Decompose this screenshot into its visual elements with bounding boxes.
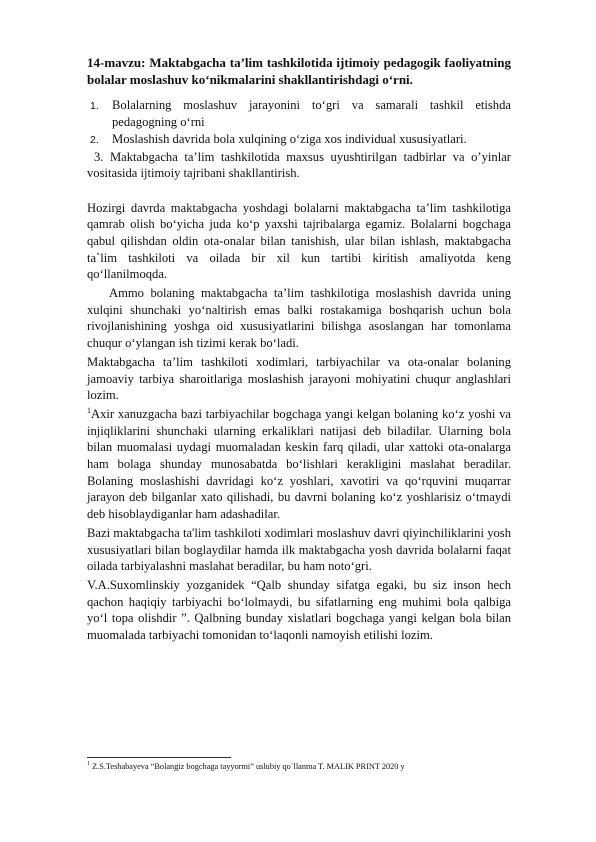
paragraph-3: Maktabgacha ta’lim tashkiloti xodimlari, tarbiyachilar va ota-onalar bolaning jamoaviy tarbiya sharoitlariga moslashish jarayoni mohiyatini chuqur anglashlari lozim. [87, 354, 511, 403]
list-item-3: 3. Maktabgacha ta’lim tashkilotida maxsus uyushtirilgan tadbirlar va o’yinlar vositasida ijtimoiy tajribani shakllantirish. [87, 149, 511, 180]
topic-list [87, 97, 511, 148]
page-title: 14-mavzu: Maktabgacha ta’lim tashkilotida ijtimoiy pedagogik faoliyatning bolalar moslashuv ko‘nikmalarini shakllantirishdagi o‘rni. [87, 55, 511, 87]
list-item [87, 131, 511, 148]
footnote-text: Z.S.Teshabayeva “Bolangiz bogchaga tayyormi” uslubiy qo`llanma T. MALIK PRINT 2020 y [90, 762, 405, 771]
footnote [87, 761, 511, 772]
list-item [87, 97, 511, 130]
paragraph-5: Bazi maktabgacha ta'lim tashkiloti xodimlari moslashuv davri qiyinchiliklarini yosh xususiyatlari bilan boglaydilar hamda ilk maktabgacha yosh davrida bolalarni faqat oilada tarbiyalashni maslahat beradilar, bu ham noto‘gri. [87, 525, 511, 574]
paragraph-4-text: Axir xanuzgacha bazi tarbiyachilar bogchaga yangi kelgan bolaning ko‘z yoshi va injiqliklarini shunchaki ularning erkaliklari natijasi deb biladilar. Ularning bola bilan muomalasi uydagi muomaladan keskin farq qiladi, ular xattoki ota-onalarga ham bolaga shunday munosabatda bo‘lishlari kerakligini maslahat beradilar. Bolaning moslashishi davridagi ko‘z yoshlari, xavotiri va qo‘rquvini muqarrar jarayon deb bilganlar xato qilishadi, bu davrni bolaning ko‘z yoshlarisiz o‘tmaydi deb hisoblaydiganlar ham adashadilar. [87, 406, 511, 522]
paragraph-2: Ammo bolaning maktabgacha ta’lim tashkilotiga moslashish davrida uning xulqini shunchaki yo‘naltirish emas balki rostakamiga boshqarish uchun bola rivojlanishining yoshga oid xususiyatlarini bilishga asoslangan har tomonlama chuqur o‘ylangan ish tizimi kerak bo‘ladi. [87, 286, 511, 351]
list-item-text: Bolalarning moslashuv jarayonini to‘gri va samarali tashkil etishda pedagogning o‘rni [112, 98, 511, 129]
footnote-divider [87, 757, 231, 758]
footnote-reference[interactable]: 1 [87, 405, 91, 415]
paragraph-1: Hozirgi davrda maktabgacha yoshdagi bolalarni maktabgacha ta’lim tashkilotiga qamrab olish bo‘yicha juda ko‘p yaxshi tajribalarga egamiz. Bolalarni bogchaga qabul qilishdan oldin ota-onalar bilan tanishish, ular bilan ishlash, maktabgacha ta`lim tashkiloti va oilada bir xil kun tartibi kiritish amaliyotda keng qo‘llanilmoqda. [87, 200, 511, 282]
document-page [87, 54, 511, 646]
list-number: 1. [90, 100, 99, 112]
footnote-mark: 1 [87, 761, 90, 768]
list-item-text: Moslashish davrida bola xulqining o‘ziga xos individual xususiyatlari. [112, 132, 467, 146]
list-number: 2. [90, 134, 99, 146]
paragraph-6: V.A.Suxomlinskiy yozganidek “Qalb shunday sifatga egaki, bu siz inson hech qachon haqiqiy tarbiyachi bo‘lolmaydi, bu sifatlarning eng muhimi bola qalbiga yo‘l topa olishdir ”. Qalbning bunday xislatlari bogchaga yangi kelgan bola bilan muomalada tarbiyachi tomonidan to‘laqonli namoyish etilishi lozim. [87, 577, 511, 643]
paragraph-4 [87, 406, 511, 523]
